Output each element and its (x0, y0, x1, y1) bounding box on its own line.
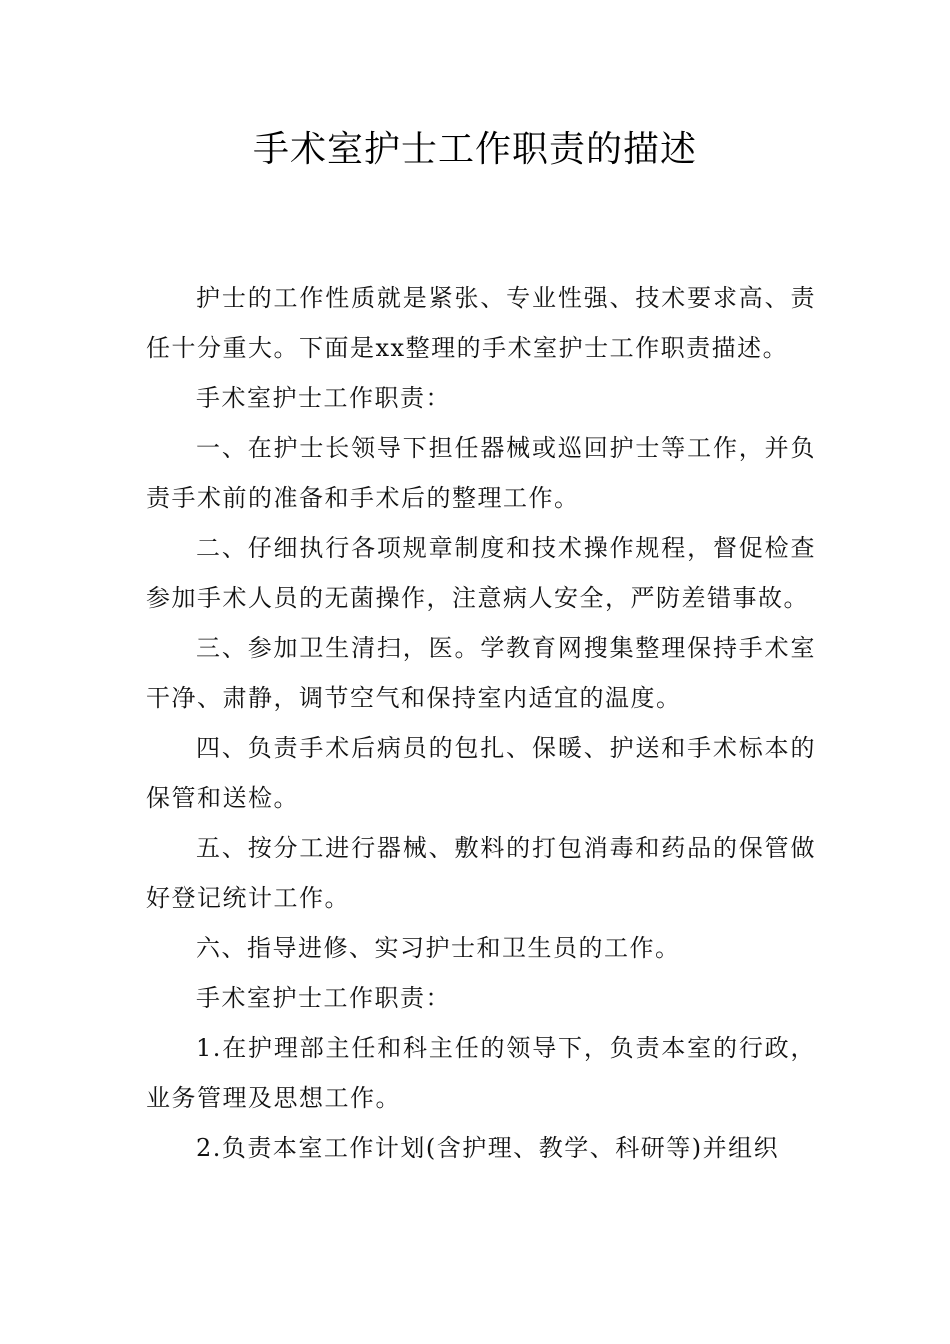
paragraph-duty-3: 三、参加卫生清扫，医。学教育网搜集整理保持手术室干净、肃静，调节空气和保持室内适宜的温度。 (146, 634, 816, 712)
paragraph-section-heading-2: 手术室护士工作职责： (196, 984, 451, 1012)
paragraph-intro: 护士的工作性质就是紧张、专业性强、技术要求高、责任十分重大。下面是xx整理的手术室护士工作职责描述。 (146, 284, 816, 362)
paragraph-item-2: 2.负责本室工作计划(含护理、教学、科研等)并组织 (196, 1134, 780, 1162)
document-body (146, 273, 816, 1173)
paragraph-duty-1: 一、在护士长领导下担任器械或巡回护士等工作，并负责手术前的准备和手术后的整理工作。 (146, 434, 816, 512)
paragraph-section-heading-1: 手术室护士工作职责： (196, 384, 451, 412)
document-title: 手术室护士工作职责的描述 (252, 129, 697, 170)
paragraph-duty-4: 四、负责手术后病员的包扎、保暖、护送和手术标本的保管和送检。 (146, 734, 816, 812)
paragraph-duty-5: 五、按分工进行器械、敷料的打包消毒和药品的保管做好登记统计工作。 (146, 834, 816, 912)
paragraph-duty-2: 二、仔细执行各项规章制度和技术操作规程，督促检查参加手术人员的无菌操作，注意病人安全，严防差错事故。 (146, 534, 816, 612)
paragraph-item-1: 1.在护理部主任和科主任的领导下，负责本室的行政，业务管理及思想工作。 (146, 1034, 816, 1112)
paragraph-duty-6: 六、指导进修、实习护士和卫生员的工作。 (196, 934, 681, 962)
